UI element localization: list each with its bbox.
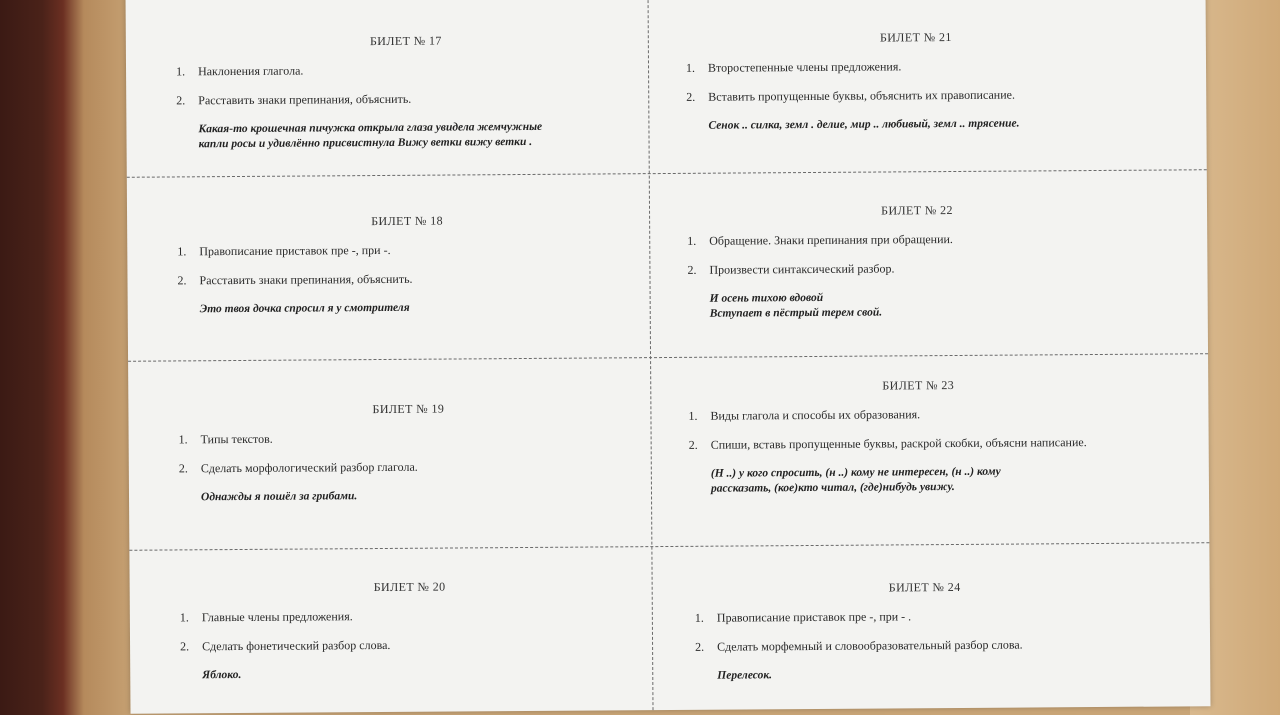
question-1 — [687, 231, 1147, 249]
question-text: Спиши, вставь пропущенные буквы, раскрой скобки, объясни написание. — [710, 435, 1087, 452]
horizontal-cut-line — [128, 353, 1208, 362]
ticket-title: БИЛЕТ № 21 — [879, 30, 952, 45]
question-2 — [689, 435, 1149, 453]
question-number: 1. — [694, 610, 704, 625]
vertical-cut-line — [647, 0, 653, 710]
question-text: Второстепенные члены предложения. — [707, 59, 902, 75]
ticket-title: БИЛЕТ № 18 — [371, 213, 444, 229]
question-number: 1. — [688, 408, 698, 423]
ticket-title: БИЛЕТ № 19 — [372, 401, 445, 417]
task-example: Какая-то крошечная пичужка открыла глаза увидела жемчужные капли росы и удивлённо присвистнула Вижу ветки вижу ветки . — [198, 120, 543, 151]
question-2 — [695, 637, 1155, 655]
question-text: Вставить пропущенные буквы, объяснить их правописание. — [708, 87, 1015, 104]
ticket-title: БИЛЕТ № 20 — [373, 579, 446, 595]
ticket-24 — [695, 579, 1156, 684]
question-2 — [687, 260, 1147, 278]
question-number: 2. — [178, 461, 188, 476]
question-text: Правописание приставок пре -, при - . — [716, 609, 912, 625]
question-text: Сделать фонетический разбор слова. — [202, 637, 391, 654]
question-2 — [180, 636, 640, 654]
question-text: Правописание приставок пре -, при -. — [199, 242, 391, 259]
question-number: 1. — [175, 64, 186, 79]
question-text: Сделать морфемный и словообразовательный разбор слова. — [717, 637, 1023, 654]
ticket-20 — [180, 578, 641, 683]
ticket-23 — [688, 377, 1149, 497]
question-text: Сделать морфологический разбор глагола. — [200, 459, 418, 476]
ticket-21 — [686, 29, 1147, 134]
question-number: 2. — [177, 273, 187, 288]
horizontal-cut-line — [127, 169, 1207, 178]
wooden-desk-left — [0, 0, 140, 715]
question-number: 1. — [179, 610, 189, 625]
question-2 — [686, 87, 1146, 105]
ticket-title: БИЛЕТ № 24 — [888, 579, 961, 595]
question-text: Типы текстов. — [200, 431, 273, 447]
task-example: Однажды я пошёл за грибами. — [200, 490, 358, 504]
ticket-title: БИЛЕТ № 17 — [369, 33, 442, 49]
question-text: Обращение. Знаки препинания при обращении. — [709, 232, 953, 248]
ticket-22 — [687, 202, 1148, 322]
question-1 — [180, 607, 640, 625]
question-1 — [695, 608, 1155, 626]
ticket-sheet — [125, 0, 1210, 714]
question-text: Произвести синтаксический разбор. — [709, 261, 895, 277]
task-example: (Н ..) у кого спросить, (н ..) кому не интересен, (н ..) кому рассказать, (кое)кто читал, (где)нибудь увижу. — [710, 465, 1001, 495]
horizontal-cut-line — [129, 542, 1209, 551]
question-number: 2. — [180, 639, 190, 654]
question-number: 1. — [178, 432, 188, 447]
question-text: Наклонения глагола. — [197, 63, 304, 79]
question-number: 2. — [688, 437, 698, 452]
question-text: Расставить знаки препинания, объяснить. — [198, 91, 412, 108]
ticket-18 — [177, 212, 638, 317]
task-example: Перелесок. — [717, 669, 773, 682]
question-number: 2. — [687, 262, 697, 277]
question-number: 1. — [687, 233, 697, 248]
question-number: 2. — [695, 639, 705, 654]
task-example: Сенок .. силка, земл . делие, мир .. любивый, земл .. трясение. — [708, 117, 1020, 132]
task-example: Яблоко. — [202, 668, 242, 682]
ticket-title: БИЛЕТ № 22 — [881, 203, 953, 218]
question-1 — [177, 241, 637, 259]
question-1 — [688, 406, 1148, 424]
question-number: 1. — [177, 244, 187, 259]
question-1 — [176, 61, 636, 79]
question-1 — [686, 58, 1146, 76]
question-2 — [179, 458, 639, 476]
ticket-17 — [176, 32, 637, 152]
question-text: Виды глагола и способы их образования. — [710, 407, 921, 423]
task-example: Это твоя дочка спросил я у смотрителя — [199, 301, 410, 316]
question-2 — [177, 270, 637, 288]
question-text: Расставить знаки препинания, объяснить. — [199, 271, 413, 288]
question-number: 2. — [686, 89, 696, 104]
question-number: 1. — [685, 60, 696, 75]
ticket-19 — [178, 400, 639, 505]
question-text: Главные члены предложения. — [201, 609, 353, 625]
ticket-title: БИЛЕТ № 23 — [882, 378, 955, 393]
question-2 — [176, 90, 636, 108]
task-example: И осень тихою вдовой Вступает в пёстрый терем свой. — [709, 291, 883, 320]
question-1 — [179, 429, 639, 447]
question-number: 2. — [176, 93, 186, 108]
